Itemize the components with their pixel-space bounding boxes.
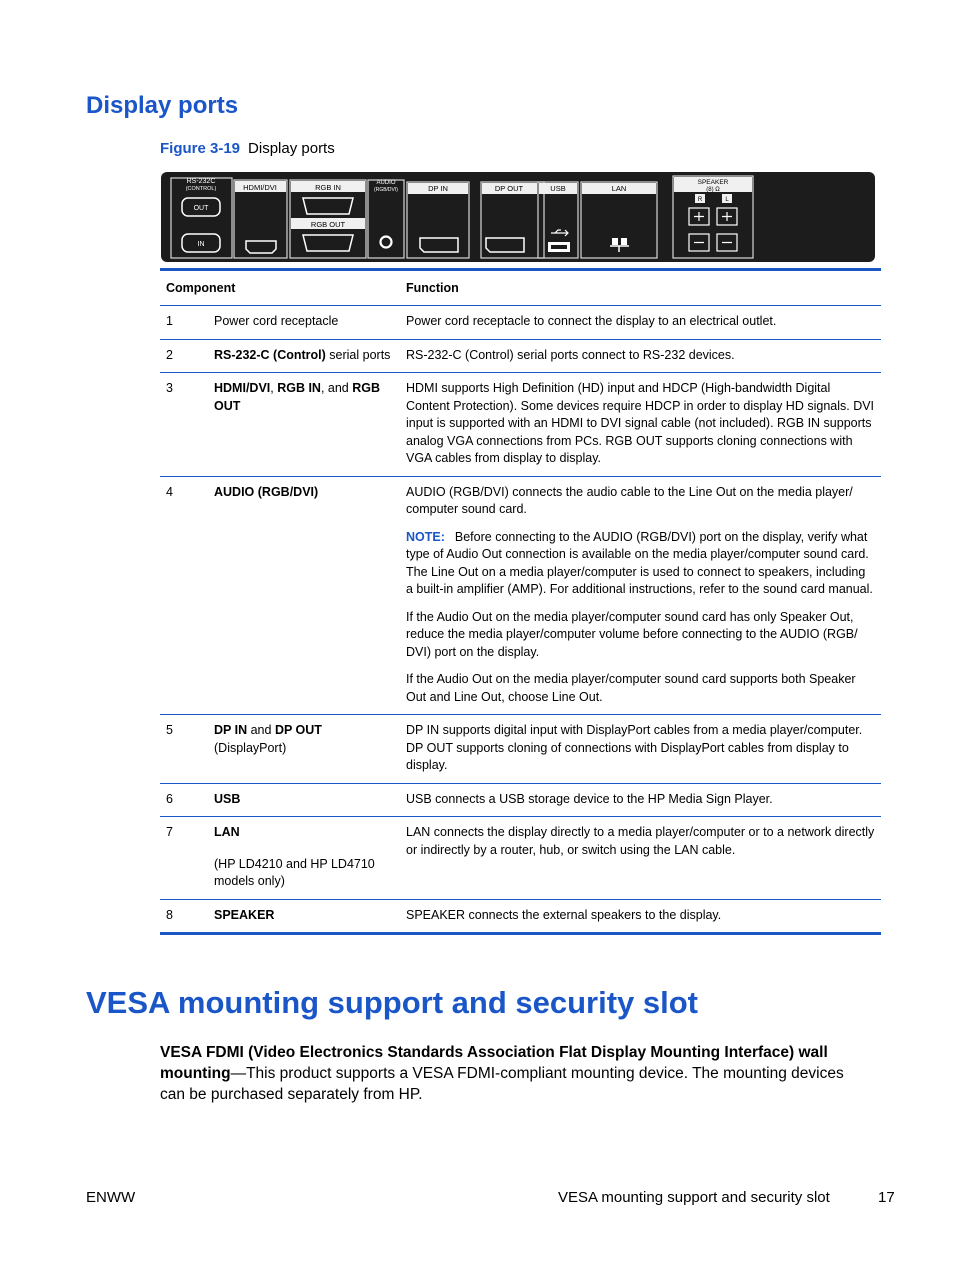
vesa-text: —This product supports a VESA FDMI-compliant mounting device. The mounting devices can be purchased separately from HP.	[160, 1065, 844, 1103]
panel-hdmi-label: HDMI/DVI	[243, 183, 277, 192]
vesa-paragraph	[160, 1042, 860, 1105]
row-component: Power cord receptacle	[208, 306, 400, 340]
section-title: Display ports	[86, 92, 239, 119]
function-text-3: If the Audio Out on the media player/computer sound card supports both Speaker Out and Line Out, choose Line Out.	[406, 672, 856, 704]
panel-dp-out-label: DP OUT	[494, 184, 524, 193]
row-function: SPEAKER connects the external speakers to the display.	[406, 907, 722, 922]
panel-rgb-out-label: RGB OUT	[310, 220, 346, 229]
table-row	[160, 817, 881, 900]
display-ports-panel	[161, 172, 875, 262]
row-function: LAN connects the display directly to a media player/computer or to a network directly or indirectly by a router, hub, or switch using the LAN cable.	[400, 817, 881, 900]
row-number: 5	[160, 715, 208, 784]
ports-table	[160, 268, 881, 935]
table-row	[160, 339, 881, 373]
function-text-2: If the Audio Out on the media player/computer sound card has only Speaker Out, reduce the media player/computer volume before connecting to the AUDIO (RGB/ DVI) port on the display.	[406, 609, 858, 659]
function-text: AUDIO (RGB/DVI) connects the audio cable to the Line Out on the media player/ computer sound card.	[406, 484, 853, 516]
table-row	[160, 306, 881, 340]
row-number: 2	[160, 339, 208, 373]
row-component: AUDIO (RGB/DVI)	[208, 476, 400, 715]
row-component: RS-232-C (Control) serial ports	[208, 339, 400, 373]
row-component: HDMI/DVI, RGB IN, and RGB OUT	[208, 373, 400, 477]
table-row	[160, 715, 881, 784]
row-number: 6	[160, 783, 208, 817]
column-header-function: Function	[400, 270, 881, 306]
row-number: 4	[160, 476, 208, 715]
panel-lan-label: LAN	[611, 184, 627, 193]
panel-audio-sub: (RGB/DVI)	[374, 187, 398, 193]
panel-rgb-in-label: RGB IN	[315, 183, 341, 192]
footer-left: ENWW	[86, 1189, 136, 1206]
row-component-note: (HP LD4210 and HP LD4710 models only)	[214, 856, 375, 888]
note-label: NOTE:	[406, 529, 445, 544]
figure-caption-text: Display ports	[248, 140, 335, 157]
table-row	[160, 373, 881, 477]
row-function: DP IN supports digital input with DisplayPort cables from a media player/computer. DP OUT supports cloning of connections with DisplayPort cables from display to display.	[400, 715, 881, 784]
vesa-title: VESA mounting support and security slot	[86, 985, 699, 1020]
panel-l-label: L	[725, 197, 729, 203]
panel-speaker-label: SPEAKER	[697, 179, 729, 186]
page-number: 17	[878, 1189, 895, 1206]
row-function: HDMI supports High Definition (HD) input and HDCP (High-bandwidth Digital Content Protection). Some devices require HDCP in order to display HD signals. DVI input is supported with an HDMI to DVI signal cable (not included). RGB IN supports analog VGA connections from PCs. RGB OUT supports cloning connections with VGA cables from display to display.	[400, 373, 881, 477]
figure-caption	[160, 140, 335, 157]
panel-rs232-label: RS-232C	[186, 178, 216, 185]
panel-r-label: R	[697, 197, 703, 203]
row-number: 3	[160, 373, 208, 477]
row-component: USB	[208, 783, 400, 817]
row-number: 7	[160, 817, 208, 900]
row-number: 8	[166, 907, 173, 922]
row-component: DP IN and DP OUT (DisplayPort)	[208, 715, 400, 784]
row-function: USB connects a USB storage device to the HP Media Sign Player.	[400, 783, 881, 817]
table-header-row	[160, 270, 881, 306]
panel-rs232-sub: (CONTROL)	[185, 186, 217, 192]
row-component: SPEAKER	[214, 907, 275, 922]
panel-speaker-sub: (8) Ω	[706, 187, 720, 193]
svg-text:IN: IN	[197, 241, 205, 248]
row-component: LAN (HP LD4210 and HP LD4710 models only)	[208, 817, 400, 900]
panel-audio-label: AUDIO	[376, 180, 396, 186]
vesa-bold-lead: VESA FDMI (Video Electronics Standards Association Flat Display Mounting Interface) wall mounting	[160, 1044, 828, 1082]
note	[406, 529, 875, 599]
column-header-component: Component	[160, 270, 400, 306]
row-function: RS-232-C (Control) serial ports connect to RS-232 devices.	[400, 339, 881, 373]
figure-number: Figure 3-19	[160, 140, 241, 157]
row-function: Power cord receptacle to connect the display to an electrical outlet.	[400, 306, 881, 340]
svg-text:OUT: OUT	[193, 205, 209, 212]
panel-dp-in-label: DP IN	[428, 184, 448, 193]
table-row	[160, 476, 881, 715]
table-row	[160, 899, 881, 934]
note-text: Before connecting to the AUDIO (RGB/DVI) port on the display, verify what type of Audio Out connection is available on the media player/computer sound card. The Line Out on a media player/computer is used to connect to speakers, including a built-in amplifier (AMP). For additional instructions, refer to the sound card manual.	[406, 529, 873, 596]
footer-section: VESA mounting support and security slot	[558, 1189, 830, 1206]
table-row	[160, 783, 881, 817]
row-number: 1	[160, 306, 208, 340]
row-function	[400, 476, 881, 715]
panel-usb-label: USB	[550, 184, 566, 193]
